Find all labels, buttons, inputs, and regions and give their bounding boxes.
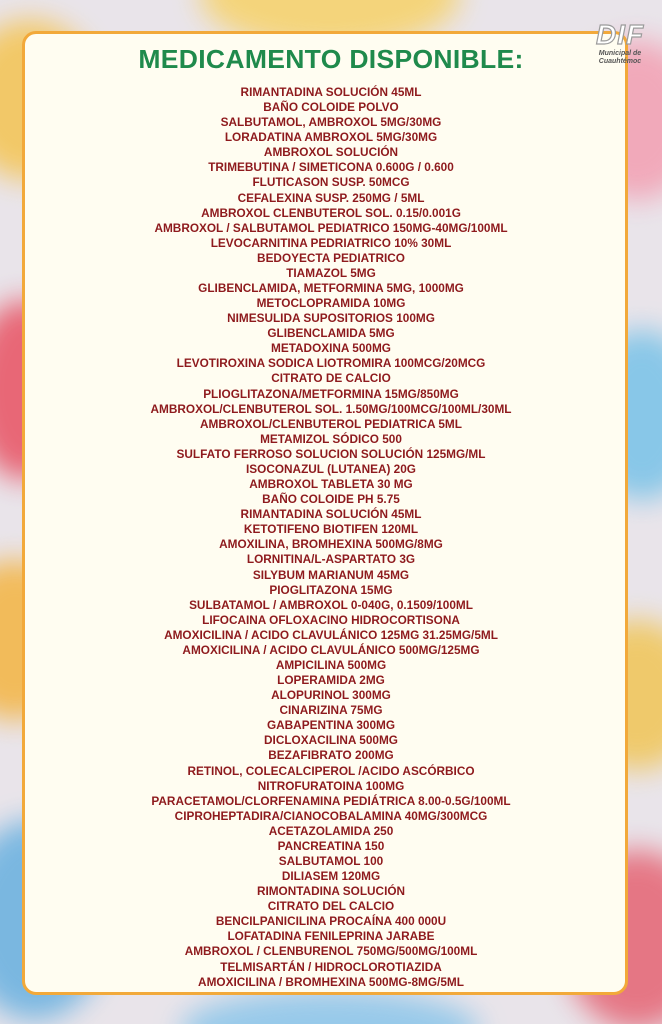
medication-item: AMBROXOL SOLUCIÓN (263, 145, 399, 160)
medication-item: PARACETAMOL/CLORFENAMINA PEDIÁTRICA 8.00-0.5G/100ML (151, 793, 511, 808)
medication-item: AMBROXOL TABLETA 30 MG (249, 477, 413, 492)
medication-item: BEZAFIBRATO 200MG (268, 748, 394, 763)
medication-item: LOPERAMIDA 2MG (277, 673, 385, 688)
medication-item: CINARIZINA 75MG (279, 703, 383, 718)
medication-item: BAÑO COLOIDE POLVO (263, 100, 399, 115)
medication-item: METADOXINA 500MG (271, 341, 391, 356)
medication-item: AMOXILINA, BROMHEXINA 500MG/8MG (219, 537, 443, 552)
medication-item: AMBROXOL/CLENBUTEROL SOL. 1.50MG/100MCG/100ML/30ML (150, 401, 512, 416)
medication-item: RIMANTADINA SOLUCIÓN 45ML (240, 85, 422, 99)
medication-item: AMOXICILINA / ACIDO CLAVULÁNICO 125MG 31.25MG/5ML (164, 627, 498, 642)
page-title: MEDICAMENTO DISPONIBLE: (138, 44, 524, 74)
medication-item: METOCLOPRAMIDA 10MG (256, 296, 406, 311)
medication-item: LORNITINA/L-ASPARTATO 3G (246, 552, 416, 567)
medication-item: AMBROXOL/CLENBUTEROL PEDIATRICA 5ML (200, 416, 462, 431)
medication-item: BENCILPANICILINA PROCAÍNA 400 000U (215, 914, 447, 929)
medication-item: SULBATAMOL / AMBROXOL 0-040G, 0.1509/100ML (189, 597, 473, 612)
medication-item: LEVOTIROXINA SODICA LIOTROMIRA 100MCG/20MCG (176, 356, 486, 371)
medication-item: LORADATINA AMBROXOL 5MG/30MG (224, 130, 438, 145)
medication-item: KETOTIFENO BIOTIFEN 120ML (243, 522, 419, 537)
medication-item: METAMIZOL SÓDICO 500 (260, 431, 402, 446)
medication-item: SALBUTAMOL 100 (278, 853, 384, 868)
medication-item: ACETAZOLAMIDA 250 (268, 823, 394, 838)
logo-subtitle-line2: Cuauhtémoc (598, 58, 642, 65)
medication-item: GLIBENCLAMIDA 5MG (267, 326, 395, 341)
medication-item: RIMANTADINA SOLUCIÓN 45ML (240, 507, 422, 522)
medication-item: NITROFURATOINA 100MG (257, 778, 405, 793)
medication-item: AMBROXOL / CLENBURENOL 750MG/500MG/100ML (184, 944, 478, 959)
medication-item: SULFATO FERROSO SOLUCION SOLUCIÓN 125MG/ML (176, 446, 486, 461)
medication-item: SALBUTAMOL, AMBROXOL 5MG/30MG (220, 115, 442, 130)
medication-item: AMBROXOL CLENBUTEROL SOL. 0.15/0.001G (201, 205, 461, 220)
medication-item: SILYBUM MARIANUM 45MG (252, 567, 410, 582)
medication-item: CIPROHEPTADIRA/CIANOCOBALAMINA 40MG/300MCG (174, 808, 488, 823)
medication-item: GLIBENCLAMIDA, METFORMINA 5MG, 1000MG (198, 281, 464, 296)
medication-item: AMPICILINA 500MG (275, 657, 387, 672)
medication-item: BAÑO COLOIDE PH 5.75 (262, 492, 400, 507)
logo-subtitle-line1: Municipal de (598, 50, 642, 57)
medication-item: TELMISARTÁN / HIDROCLOROTIAZIDA (220, 959, 442, 974)
medication-item: FLUTICASON SUSP. 50MCG (252, 175, 410, 190)
medication-item: AMBROXOL / SALBUTAMOL PEDIATRICO 150MG-40MG/100ML (154, 220, 508, 235)
medication-item: TIAMAZOL 5MG (286, 265, 376, 280)
logo-mark: DIF (595, 19, 645, 50)
medication-item: RETINOL, COLECALCIPEROL /ACIDO ASCÓRBICO (187, 763, 475, 778)
medication-item: LIFOCAINA OFLOXACINO HIDROCORTISONA (202, 612, 460, 627)
medication-item: PANCREATINA 150 (277, 838, 385, 853)
medication-item: DILIASEM 120MG (281, 869, 381, 884)
medication-item: GABAPENTINA 300MG (266, 718, 396, 733)
medication-item: LEVOCARNITINA PEDRIATRICO 10% 30ML (210, 235, 452, 250)
medication-item: CITRATO DEL CALCIO (267, 899, 395, 914)
medication-item: TRIMEBUTINA / SIMETICONA 0.600G / 0.600 (208, 160, 454, 175)
medication-item: ISOCONAZUL (LUTANEA) 20G (246, 461, 416, 476)
medication-item: PLIOGLITAZONA/METFORMINA 15MG/850MG (203, 386, 459, 401)
medication-item: AMOXICILINA / ACIDO CLAVULÁNICO 500MG/125MG (182, 642, 480, 657)
medication-item: PIOGLITAZONA 15MG (269, 582, 393, 597)
medication-item: AMOXICILINA / BROMHEXINA 500MG-8MG/5ML (198, 974, 464, 989)
medication-list (22, 85, 640, 990)
medication-item: RIMONTADINA SOLUCIÓN (256, 884, 406, 899)
medication-item: CITRATO DE CALCIO (271, 371, 391, 386)
medication-item: BEDOYECTA PEDIATRICO (257, 250, 405, 265)
medication-item: NIMESULIDA SUPOSITORIOS 100MG (227, 311, 435, 326)
medication-item: CEFALEXINA SUSP. 250MG / 5ML (237, 190, 425, 205)
medication-item: LOFATADINA FENILEPRINA JARABE (227, 929, 435, 944)
medication-item: ALOPURINOL 300MG (271, 688, 391, 703)
medication-item: DICLOXACILINA 500MG (264, 733, 398, 748)
